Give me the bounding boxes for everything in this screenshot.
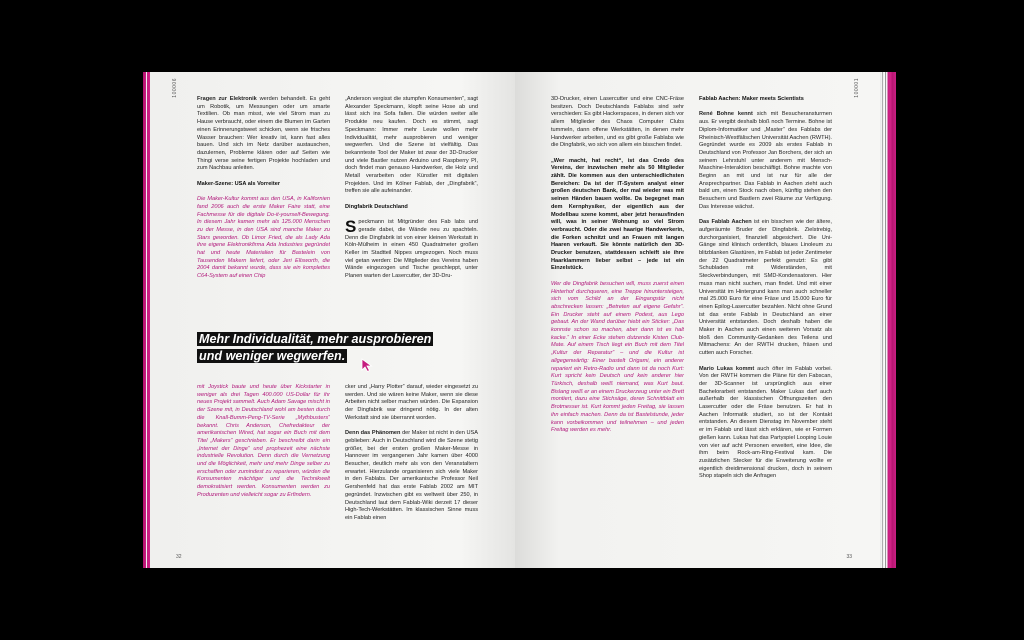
speckmann-text: peckmann ist Mitgründer des Fab labs und gerade dabei, die Wände neu zu spachteln. Denn die Dingfabrik ist von einer kleinen Werkstatt in Köln-Mülheim in einen 450 Quadratmeter großen Keller im Stadtteil Nippes umgezogen. Noch muss viel getan werden: Die Mitglieder des Vereins haben Wände eingezogen und Tische geschleppt, unter Planen warten der Lasercutter, der 3D-Dru- xyxy=(345,219,478,280)
bohne-paragraph xyxy=(699,111,832,211)
right-column-2 xyxy=(699,96,832,556)
anderson-paragraph: „Anderson vergisst die stumpfen Konsumenten“, sagt Alexander Speckmann, klopft seine Hose ab und lässt sich ins Sofa fallen. Die würden weiter alle Produkte neu kaufen. Doch es stimmt, sagt Speckmann: Immer mehr Leute wollen mehr Individualität, mehr ausprobieren und weniger wegwerfen. Und die Szene ist vielfältig. Das bekannteste Tool der Maker ist zwar der 3D-Drucker und viele Bastler nutzen Arduino und Raspberry PI, doch findet man genauso Handwerker, die Holz und Metall verarbeiten oder Künstler mit digitalen Projekten. Und im Kölner Fablab, der „Dingfabrik“, treffen sie alle aufeinander. xyxy=(345,96,478,195)
right-page xyxy=(515,72,880,568)
italic-paragraph-makers: mit Joystick baute und heute über Kickstarter in weniger als drei Tagen 400.000 US-Dollar für ihr neues Projekt sammelt. Auch Adam Savage mischt in der Szene mit, in Deutschland wohl am besten durch die Knall-Bumm-Peng-TV-Serie „Mythbusters“ bekannt. Chris Anderson, Chefredakteur der amerikanischen Wired, hat sogar ein Buch mit dem Titel „Makers“ geschrieben. Er beschreibt darin ein „Internet der Dinge“ und prophezeit eine nächste industrielle Revolution. Denn durch die Vernetzung und die Möglichkeit, mehr und mehr Dinge selber zu erschaffen oder zumindest zu reparieren, würden die Konsumenten mächtiger und die Technikwelt demokratisiert werden. Konsumenten werden zu Produzenten und vielleicht sogar zu Erfindern. xyxy=(197,384,330,498)
harry-plotter-paragraph: cker und „Harry Plotter“ darauf, wieder eingesetzt zu werden. Und sie wären keine Maker, wenn sie diese Arbeiten nicht selber machen würden. Die Expansion der Dingfabrik war dringend nötig. In der alten Werkstatt sind sie überrannt worden. xyxy=(345,384,478,421)
section-heading-aachen: Fablab Aachen: Maker meets Scientists xyxy=(699,96,804,102)
left-page-number: 32 xyxy=(176,554,182,560)
intro-lead: Fragen zur Elektronik xyxy=(197,96,257,102)
right-page-number: 33 xyxy=(846,554,852,560)
speckmann-paragraph xyxy=(345,219,478,281)
section-heading-usa: Maker-Szene: USA als Vorreiter xyxy=(197,180,281,187)
aachen-paragraph xyxy=(699,219,832,358)
left-page xyxy=(150,72,515,568)
pull-quote-line-2: und weniger wegwerfen. xyxy=(199,349,346,363)
left-column-2-top xyxy=(345,96,478,328)
pull-quote xyxy=(197,331,479,365)
intro-paragraph xyxy=(197,96,330,173)
lukas-text: auch öfter im Fablab vorbei. Von der RWTH kommen die Pläne für den Fabscan, der 3D-Scanner ist ursprünglich aus einer Bachelorarbeit entstanden. Maker Lukas darf auch außerhalb der klassischen Öffnungszeiten den Lasercutter oder die Fräse benutzen. Er hat in Aachen Informatik studiert, so ist der Kontakt entstanden. An diesem Dienstag im November steht er im Fablab und lässt sich erklären, wie er Formen gießen kann. Lukas hat das Partyspiel Looping Louie von vier auf acht Personen erweitert, eine Idee, die ihm beim Rock-am-Ring-Festival kam. Die zusätzlichen Stecker für die Erweiterung wollte er eigentlich dreidimensional drucken, doch in seinem Shop stapeln sich die Anfragen xyxy=(699,365,832,480)
bohne-text: sich mit Besucheransturmen aus. Er vergibt deshalb bloß noch Termine. Bohne ist Diplom-Informatiker und „Master“ des Fablabs der Rheinisch-Westfälischen Universität Aachen (RWTH). Gegründet wurde es 2009 als erstes Fablab in Deutschland von Professor Jan Borchers, der sich an seinem Lehrstuhl unter anderem mit Mensch-Maschine-Interaktion beschäftigt. Bohne machte von Beginn an mit und ist nur für alle der Ansprechpartner. Das Fablab in Aachen zieht auch bald um, einen Stock nach oben, künftig stehen den Besuchern und Bastlern zwei Räume zur Verfügung. Das Interesse wächst. xyxy=(699,111,832,210)
italic-paragraph-visit: Wer die Dingfabrik besuchen will, muss zuerst einen Hinterhof durchqueren, eine Treppe hinuntersteigen, sich vom Schild an der Eingangstür nicht abschrecken lassen: „Betreten auf eigene Gefahr“. Ein Drucker steht auf einem Podest, aus Lego gebaut. An der Wand darüber hiebt ein Sticker: „Das konnste schon so machen, aber dann ist es halt kacke.“ In einer Ecke stehen dutzende Kisten Club-Mate. Auf einem Tisch liegt ein Buch mit dem Titel „Kultur der Reparatur“ – und die Kultur ist allgegenwärtig: Einer bastelt Origami, ein anderer repariert ein Retro-Radio und dann ist da noch Kurt: Kurt spricht kein Deutsch und kein anderer hier Türkisch, deshalb weiß niemand, was Kurt baut. Bislang weiß er an einem Druckerzeug unter ein Brett montiert, dazu eine Stichsäge, deren Schnittblatt ein Brotmesser ist. Kurt kommt jeden Freitag, sie lassen ihn einfach machen. Denn da ist Bastelstunde, jeder kann vorbeikommen und teilnehmen – und jeden Freitag werden es mehr. xyxy=(551,280,684,434)
phaenomen-text: der Maker ist nicht in den USA geblieben: Auch in Deutschland wird die Szene stetig größer, bei der ersten großen Maker-Messe in Hannover im vergangenen Jahr kamen über 4000 Besucher, deutlich mehr als von den Veranstaltern erwartet. Hierzulande organisieren sich viele Maker in den Fablabs. Der amerikanische Professor Neil Gershenfeld hat das erste Fablab 2002 am MIT gegründet. Inzwischen gibt es weltweit über 250, in Deutschland laut dem Fablab-Wiki derzeit 17 dieser High-Tech-Werkstätten. Im klassischen Sinne muss ein Fablab einen xyxy=(345,430,478,521)
left-column-2-bottom xyxy=(345,384,478,556)
left-spine-code: 100006 xyxy=(172,78,178,98)
right-spine-code: 100001 xyxy=(854,78,860,98)
section-heading-dingfabrik: Dingfabrik Deutschland xyxy=(345,203,408,210)
lukas-paragraph xyxy=(699,366,832,482)
aachen-text: ist ein bisschen wie der ältere, aufgeräumte Bruder der Dingfabrik. Zielstrebig, durchorganisiert, finanziell abgesichert. Die Uni-Gänge sind klinisch ordentlich, blaues Linoleum zu blitzblanken Glastüren, im Fablab ist jeder Zentimeter der 22 Quadratmeter perfekt genutzt: Es gibt Schubladen mit Widerständen, mit Steckverbindungen, mit SMD-Kondensatoren. Hier muss man nicht suchen, man findet. Und mit einer Universität im Hintergrund kann man auch schneller mal 25.000 Euro für eine Fräse und 15.000 Euro für einen Epilog-Lasercutter bezahlen. Nicht ohne Grund ist das erste Fablab in Deutschland an einer Universität entstanden. Doch deshalb haben die Maker in Aachen auch einen weiteren Vorsatz als bloß den Community-Gedanken des Teilens und Mitmachens: An der RWTH drucken, fräsen und cutten auch Forscher. xyxy=(699,219,832,357)
left-column-1-top xyxy=(197,96,330,328)
credo-paragraph: „Wer macht, hat recht“, ist das Credo des Vereins, der inzwischen mehr als 50 Mitglieder zählt. Die kommen aus den unterschiedlichsten Bereichen: Da ist der IT-System analyst einer großen deutschen Bank, der mal wieder was mit seinen Händen bauen wollte. Da begegnet man dem Kernphysiker, der eigentlich aus der Modellbau szene kommt, aber jetzt herausfinden will, was in seiner Wohnung so viel Strom verbraucht. Oder die zwei haarige Handwerkerin, die Forken schnitzt und an Frauen mit langen Haaren verkauft. Sie könnte natürlich den 3D-Drucker benutzen, stattdessen schleift sie ihre Haarklammern lieber selbst – jede ist ein Einzelstück. xyxy=(551,157,684,272)
aachen-lead: Das Fablab Aachen xyxy=(699,219,752,226)
drop-cap: S xyxy=(345,217,357,237)
pull-quote-line-1: Mehr Individualität, mehr ausprobieren xyxy=(199,332,432,346)
lukas-lead: Mario Lukas kommt xyxy=(699,365,755,372)
phaenomen-paragraph xyxy=(345,430,478,522)
arrow-cursor-icon xyxy=(361,358,373,372)
book-edge-left xyxy=(143,72,150,568)
italic-paragraph-usa: Die Maker-Kultur kommt aus den USA, in Kalifornien fand 2006 auch die erste Maker Faire statt, eine Fachmesse für die digitale Do-it-yourself-Bewegung. In diesem Jahr kamen mehr als 125.000 Menschen zu der Messe, in den USA sind manche Maker zu Stars geworden. Ob Limor Fried, die als Lady Ada ihre eigene Elektronikfirma Ada Industries gegründet hat und heute Materialien für Bastelein von Tausenden Makern liefert, oder Jeri Ellsworth, die 2004 damit bekannt wurde, dass sie ein komplettes C64-System auf einen Chip xyxy=(197,196,330,280)
book-spread xyxy=(150,72,880,568)
book-edge-right xyxy=(880,72,896,568)
left-column-1-bottom xyxy=(197,384,330,556)
bohne-lead: René Bohne kennt xyxy=(699,111,753,118)
intro-text: werden behandelt. Es geht um Robotik, um Messungen oder um smarte Textilien. Ob man misst, wie viel Strom man zu Hause verbraucht, oder einem die Blumen im Garten einen Erinnerungstweet schicken, wenn sie frisches Wasser brauchen: Wer kreativ ist, kann fast alles bauen. Und sich im Netz darüber austauschen, dazulernen, Probleme klären oder auf Seiten wie Thingi verse seine fertigen Projekte hochladen und zum Nachbau anleiten. xyxy=(197,96,330,172)
right-column-1 xyxy=(551,96,684,556)
phaenomen-lead: Denn das Phänomen xyxy=(345,430,401,437)
fablab-types-paragraph: 3D-Drucker, einen Lasercutter und eine CNC-Fräse besitzen. Doch Deutschlands Fablabs sind sehr verschieden: Es gibt Hackerspaces, in denen sich vor allem Mitglieder des Chaos Computer Clubs tummeln, dann offene Werkstätten, in denen mehr Handwerker arbeiten, und es gibt große Fablabs wie die Dingfabrik, wo sich von allem ein bisschen findet. xyxy=(551,96,684,149)
